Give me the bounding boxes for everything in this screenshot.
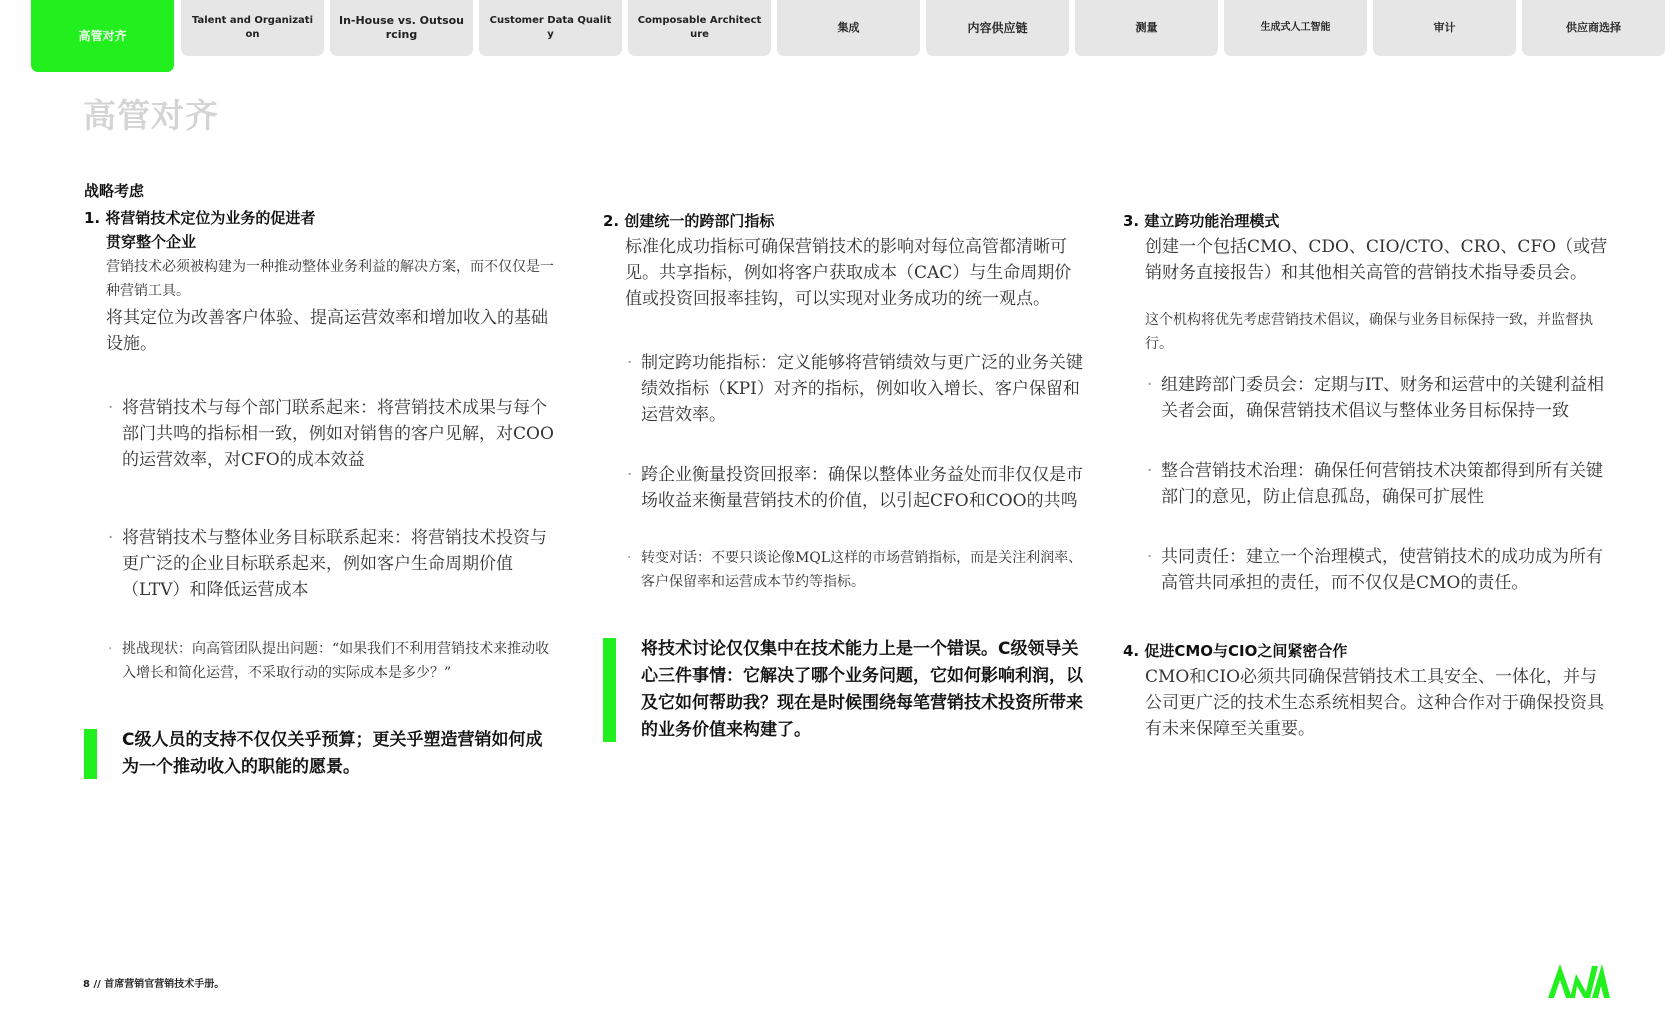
subheading-across-enterprise: 贯穿整个企业 bbox=[106, 233, 197, 251]
heading-governance-model: 3. 建立跨功能治理模式 bbox=[1123, 212, 1280, 230]
quote-accent-bar bbox=[603, 638, 616, 742]
quote-accent-bar bbox=[84, 729, 97, 779]
pull-quote-c-suite bbox=[84, 727, 554, 781]
bullet-cross-functional-metrics: · 制定跨功能指标：定义能够将营销绩效与更广泛的业务关键绩效指标（KPI）对齐的指标，例如收入增长、客户保留和运营效率。 bbox=[625, 350, 1083, 428]
bullet-connect-business-goals: · 将营销技术与整体业务目标联系起来：将营销技术投资与更广泛的企业目标联系起来，例如客户生命周期价值（LTV）和降低运营成本 bbox=[106, 525, 554, 603]
tab-label: 测量 bbox=[1135, 21, 1158, 34]
bullet-shared-accountability: · 共同责任：建立一个治理模式，使营销技术的成功成为所有高管共同承担的责任，而不仅仅是CMO的责任。 bbox=[1145, 544, 1613, 596]
paragraph-infrastructure-positioning: 将其定位为改善客户体验、提高运营效率和增加收入的基础设施。 bbox=[106, 308, 548, 354]
tab-label: 高管对齐 bbox=[78, 29, 127, 43]
quote-text: C级人员的支持不仅仅关乎预算；更关乎塑造营销如何成为一个推动收入的职能的愿景。 bbox=[122, 730, 543, 777]
bullet-shift-conversation: · 转变对话：不要只谈论像MQL这样的市场营销指标，而是关注利润率、客户保留率和运营成本节约等指标。 bbox=[625, 546, 1083, 594]
paragraph-steering-committee: 创建一个包括CMO、CDO、CIO/CTO、CRO、CFO（或营销财务直接报告）和其他相关高管的营销技术指导委员会。 bbox=[1145, 237, 1608, 283]
bullet-cross-department-committee: · 组建跨部门委员会：定期与IT、财务和运营中的关键利益相关者会面，确保营销技术倡议与整体业务目标保持一致 bbox=[1145, 372, 1613, 424]
bullet-connect-departments: · 将营销技术与每个部门联系起来：将营销技术成果与每个部门共鸣的指标相一致，例如对销售的客户见解，对COO的运营效率，对CFO的成本效益 bbox=[106, 395, 554, 473]
tab-label: 集成 bbox=[837, 21, 860, 34]
tab-in-house-vs-outsourcing[interactable] bbox=[330, 0, 473, 56]
tab-label: 供应商选择 bbox=[1566, 21, 1621, 34]
page-title: 高管对齐 bbox=[83, 96, 219, 135]
tab-label: 生成式人工智能 bbox=[1260, 22, 1331, 33]
tab-label: 审计 bbox=[1433, 21, 1456, 34]
section-label: 战略考虑 bbox=[84, 182, 145, 200]
quote-text: 将技术讨论仅仅集中在技术能力上是一个错误。C级领导关心三件事情：它解决了哪个业务问题，它如何影响利润，以及它如何帮助我？现在是时候围绕每笔营销技术投资所带来的业务价值来构建了。 bbox=[641, 639, 1083, 740]
tab-composable-architecture[interactable] bbox=[628, 0, 771, 56]
pull-quote-business-value bbox=[603, 636, 1083, 744]
section-tab-bar bbox=[31, 0, 1661, 72]
tab-generative-ai[interactable] bbox=[1224, 0, 1367, 56]
tab-label: 内容供应链 bbox=[967, 21, 1028, 35]
column-unified-metrics bbox=[603, 210, 1083, 744]
column-business-enabler bbox=[84, 180, 554, 781]
paragraph-solution-framing: 营销技术必须被构建为一种推动整体业务利益的解决方案，而不仅仅是一种营销工具。 bbox=[106, 259, 554, 299]
tab-customer-data-quality[interactable] bbox=[479, 0, 622, 56]
tab-label: Talent and Organization bbox=[191, 15, 314, 40]
heading-cmo-cio-collaboration: 4. 促进CMO与CIO之间紧密合作 bbox=[1123, 642, 1348, 660]
heading-business-enabler: 1. 将营销技术定位为业务的促进者 bbox=[84, 209, 316, 227]
tab-audit[interactable] bbox=[1373, 0, 1516, 56]
paragraph-standardized-metrics: 标准化成功指标可确保营销技术的影响对每位高管都清晰可见。共享指标，例如将客户获取成本（CAC）与生命周期价值或投资回报率挂钩，可以实现对业务成功的统一观点。 bbox=[625, 237, 1072, 309]
bullet-enterprise-roi: · 跨企业衡量投资回报率：确保以整体业务益处而非仅仅是市场收益来衡量营销技术的价值，以引起CFO和COO的共鸣 bbox=[625, 462, 1083, 514]
heading-unified-metrics: 2. 创建统一的跨部门指标 bbox=[603, 212, 775, 230]
tab-content-supply-chain[interactable] bbox=[926, 0, 1069, 56]
ana-logo-icon bbox=[1546, 960, 1610, 1000]
tab-talent-and-organization[interactable] bbox=[181, 0, 324, 56]
bullet-integrate-governance: · 整合营销技术治理：确保任何营销技术决策都得到所有关键部门的意见，防止信息孤岛，确保可扩展性 bbox=[1145, 458, 1613, 510]
column-governance bbox=[1123, 210, 1613, 742]
tab-measurement[interactable] bbox=[1075, 0, 1218, 56]
tab-label: Composable Architecture bbox=[637, 15, 762, 40]
tab-label: In-House vs. Outsourcing bbox=[338, 14, 465, 41]
tab-vendor-selection[interactable] bbox=[1522, 0, 1665, 56]
tab-integration[interactable] bbox=[777, 0, 920, 56]
tab-executive-alignment[interactable] bbox=[31, 0, 174, 72]
paragraph-cmo-cio-collaboration: CMO和CIO必须共同确保营销技术工具安全、一体化，并与公司更广泛的技术生态系统相契合。这种合作对于确保投资具有未来保障至关重要。 bbox=[1145, 667, 1604, 739]
bullet-challenge-status-quo: · 挑战现状：向高管团队提出问题：“如果我们不利用营销技术来推动收入增长和简化运营，不采取行动的实际成本是多少？” bbox=[106, 637, 554, 685]
tab-label: Customer Data Quality bbox=[489, 15, 612, 40]
paragraph-committee-role: 这个机构将优先考虑营销技术倡议，确保与业务目标保持一致，并监督执行。 bbox=[1145, 312, 1593, 352]
footer-page-number: 8 // 首席营销官营销技术手册。 bbox=[83, 979, 225, 990]
